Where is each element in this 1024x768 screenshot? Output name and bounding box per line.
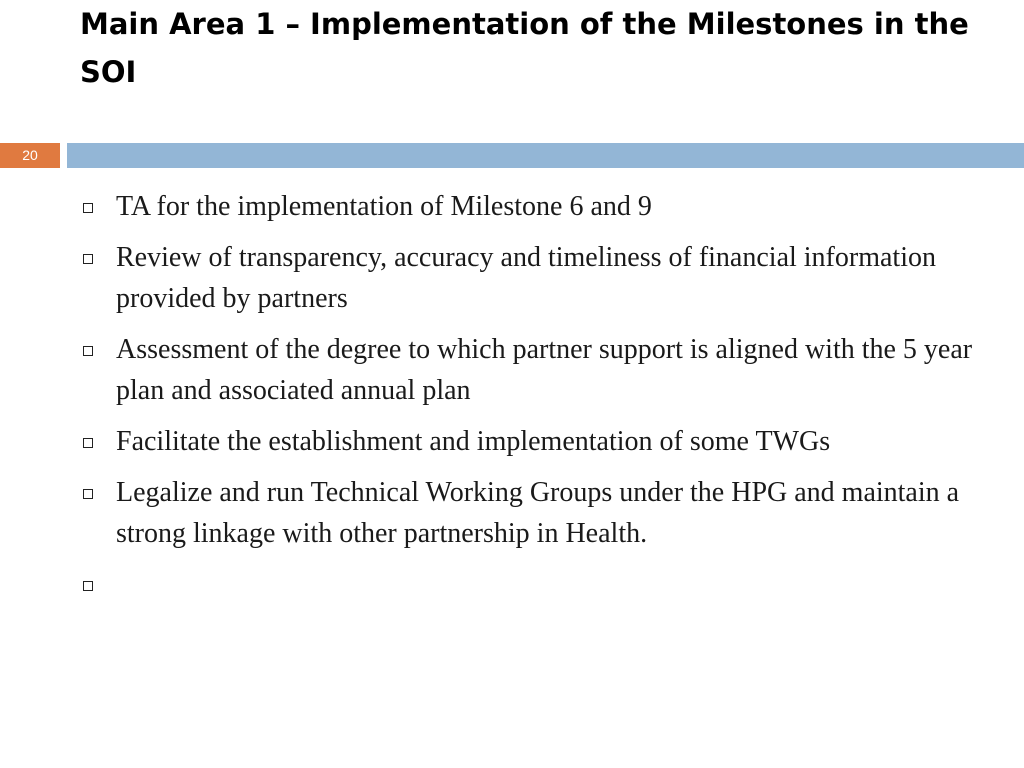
square-bullet-icon [83,203,93,213]
bullet-list [80,186,980,564]
bullet-item [80,472,980,554]
bullet-text: Legalize and run Technical Working Groups under the HPG and maintain a strong linkage with other partnership in Health. [116,477,960,549]
slide-title: Main Area 1 – Implementation of the Milestones in the SOI [80,7,969,89]
page-number-badge: 20 [0,143,60,168]
bullet-text: Assessment of the degree to which partner support is aligned with the 5 year plan and associated annual plan [116,334,973,406]
square-bullet-icon [83,489,93,499]
bullet-text: Review of transparency, accuracy and timeliness of financial information provided by partners [116,242,936,314]
bullet-text: Facilitate the establishment and implementation of some TWGs [116,426,831,457]
bullet-text: TA for the implementation of Milestone 6 and 9 [116,191,652,222]
bullet-item [80,237,980,319]
square-bullet-icon [83,254,93,264]
bullet-item [80,329,980,411]
square-bullet-icon [83,346,93,356]
square-bullet-icon [83,438,93,448]
square-bullet-icon [83,581,93,591]
bullet-item [80,186,980,227]
header-divider-band [67,143,1024,168]
bullet-item [80,421,980,462]
